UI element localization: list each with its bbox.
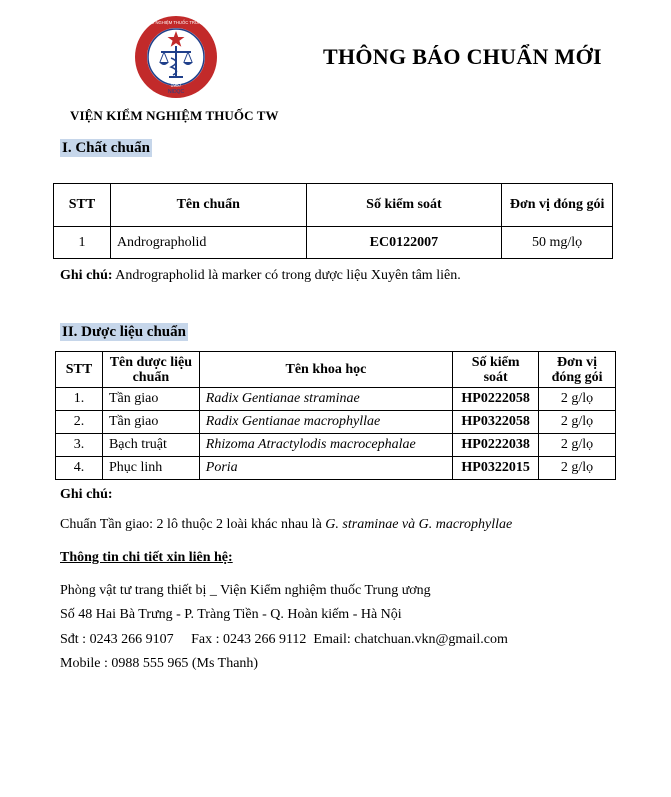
cell-name: Andrographolid [110,227,306,259]
contact-department: Phòng vật tư trang thiết bị _ Viện Kiểm nghiệm thuốc Trung ương [60,583,431,598]
table-row [56,411,616,434]
cell-unit: 2 g/lọ [539,434,616,457]
reference-standard-table [53,183,613,259]
cell-unit: 2 g/lọ [539,388,616,411]
contact-title: Thông tin chi tiết xin liên hệ: [60,550,233,565]
table-header-row [56,352,616,388]
logo-year: 1957 [170,83,182,89]
note-text: Chuẩn Tần giao: 2 lô thuộc 2 loài khác nhau là [60,517,326,532]
table-row [54,227,613,259]
table-row [56,388,616,411]
col-header: Đơn vị đóng gói [502,184,613,227]
cell-name: Tần giao [102,388,199,411]
logo-abbr: NIDQC [167,89,185,95]
col-header: Tên chuẩn [110,184,306,227]
section-2-title: II. Dược liệu chuẩn [62,324,186,340]
col-header: Tên khoa học [199,352,452,388]
cell-stt: 1 [54,227,111,259]
col-header: STT [54,184,111,227]
section-1-title: I. Chất chuẩn [62,140,150,156]
note-label: Ghi chú: [60,268,113,283]
cell-unit: 50 mg/lọ [502,227,613,259]
col-header: STT [56,352,103,388]
table-row [56,434,616,457]
note-text: Andrographolid là marker có trong dược liệu Xuyên tâm liên. [112,268,461,283]
section-1-note [60,268,461,284]
table-header-row [54,184,613,227]
cell-code: HP0222058 [453,388,539,411]
col-header: Đơn vị đóng gói [539,352,616,388]
institute-logo [133,14,219,100]
logo-arc-text: VIỆN KIỂM NGHIỆM THUỐC TRUNG ƯƠNG [133,20,219,25]
cell-unit: 2 g/lọ [539,457,616,480]
cell-stt: 4. [56,457,103,480]
cell-name: Bạch truật [102,434,199,457]
cell-code: HP0322058 [453,411,539,434]
cell-code: HP0222038 [453,434,539,457]
org-name: VIỆN KIỂM NGHIỆM THUỐC TW [70,108,279,123]
cell-scientific-name: Poria [199,457,452,480]
cell-code: HP0322015 [453,457,539,480]
contact-address: Số 48 Hai Bà Trưng - P. Tràng Tiền - Q. Hoàn kiếm - Hà Nội [60,607,402,622]
herbal-standard-table [55,351,616,480]
table-row [56,457,616,480]
cell-name: Tần giao [102,411,199,434]
cell-unit: 2 g/lọ [539,411,616,434]
cell-code: EC0122007 [306,227,502,259]
cell-stt: 1. [56,388,103,411]
cell-stt: 3. [56,434,103,457]
contact-phone-fax-email: Sđt : 0243 266 9107 Fax : 0243 266 9112 Email: chatchuan.vkn@gmail.com [60,632,508,647]
cell-scientific-name: Radix Gentianae macrophyllae [199,411,452,434]
cell-scientific-name: Radix Gentianae straminae [199,388,452,411]
section-2-note [60,517,512,533]
cell-name: Phục linh [102,457,199,480]
contact-mobile: Mobile : 0988 555 965 (Ms Thanh) [60,656,259,671]
col-header: Số kiểm soát [306,184,502,227]
document-title: THÔNG BÁO CHUẨN MỚI [323,44,602,69]
cell-stt: 2. [56,411,103,434]
col-header: Tên dược liệu chuẩn [102,352,199,388]
note-species: G. straminae và G. macrophyllae [325,517,513,532]
cell-scientific-name: Rhizoma Atractylodis macrocephalae [199,434,452,457]
section-2-note-label: Ghi chú: [60,487,113,502]
col-header: Số kiểm soát [453,352,539,388]
